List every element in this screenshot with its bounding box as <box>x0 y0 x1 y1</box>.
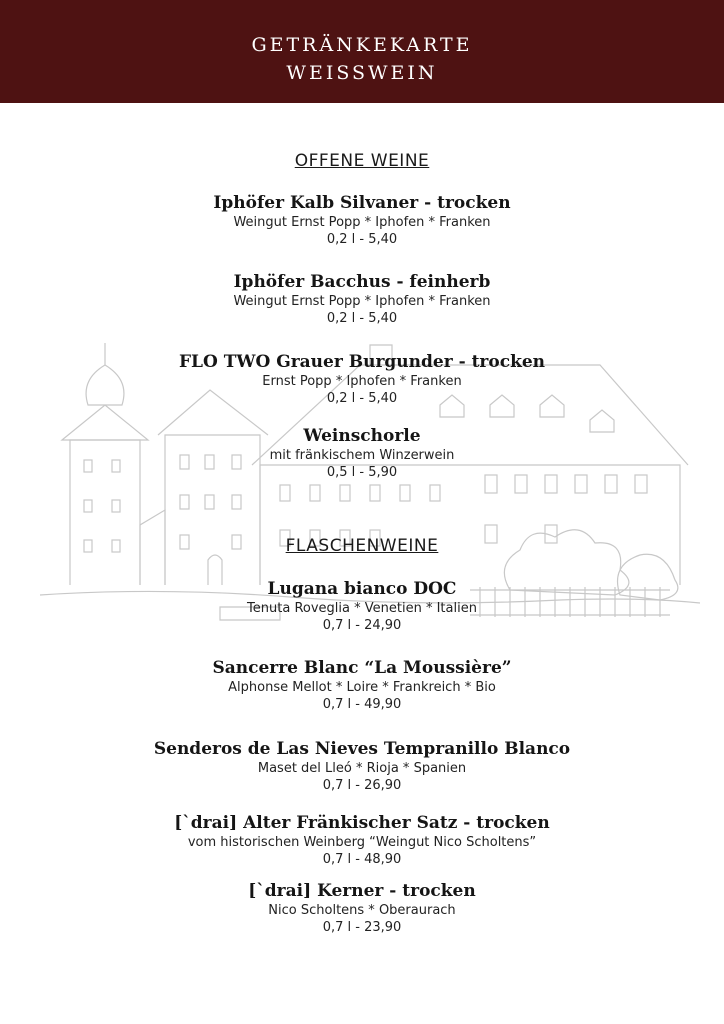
section-title-offene-weine: OFFENE WEINE <box>294 151 430 171</box>
wine-price: 0,7 l - 26,90 <box>322 778 402 793</box>
wine-price: 0,2 l - 5,40 <box>326 391 398 406</box>
wine-price: 0,7 l - 48,90 <box>322 852 402 867</box>
wine-price: 0,5 l - 5,90 <box>326 465 398 480</box>
wine-description: Weingut Ernst Popp * Iphofen * Franken <box>233 215 491 230</box>
menu-subtitle: WEISSWEIN <box>286 62 438 84</box>
list-item <box>0 812 724 868</box>
wine-description: Nico Scholtens * Oberaurach <box>268 903 456 918</box>
list-item <box>0 880 724 936</box>
wine-description: mit fränkischem Winzerwein <box>269 448 455 463</box>
wine-description: Maset del Lleó * Rioja * Spanien <box>257 761 467 776</box>
wine-name: Lugana bianco DOC <box>267 579 457 599</box>
list-item <box>0 657 724 713</box>
list-item <box>0 271 724 327</box>
wine-description: Weingut Ernst Popp * Iphofen * Franken <box>233 294 491 309</box>
wine-name: Sancerre Blanc “La Moussière” <box>212 658 512 678</box>
wine-name: [`drai] Alter Fränkischer Satz - trocken <box>174 813 550 833</box>
wine-description: Tenuta Roveglia * Venetien * Italien <box>247 601 477 616</box>
wine-price: 0,7 l - 24,90 <box>322 618 402 633</box>
menu-title: GETRÄNKEKARTE <box>251 34 473 56</box>
wine-name: Weinschorle <box>303 426 421 446</box>
list-item <box>0 738 724 794</box>
list-item <box>0 425 724 481</box>
wine-price: 0,7 l - 49,90 <box>322 697 402 712</box>
list-item <box>0 351 724 407</box>
wine-price: 0,7 l - 23,90 <box>322 920 402 935</box>
wine-name: Senderos de Las Nieves Tempranillo Blanco <box>153 739 571 759</box>
wine-name: [`drai] Kerner - trocken <box>248 881 476 901</box>
list-item <box>0 192 724 248</box>
section-title-flaschenweine: FLASCHENWEINE <box>285 536 439 556</box>
wine-name: FLO TWO Grauer Burgunder - trocken <box>178 352 546 372</box>
wine-price: 0,2 l - 5,40 <box>326 232 398 247</box>
wine-name: Iphöfer Kalb Silvaner - trocken <box>213 193 511 213</box>
wine-price: 0,2 l - 5,40 <box>326 311 398 326</box>
wine-description: Ernst Popp * Iphofen * Franken <box>262 374 462 389</box>
header-banner <box>0 0 724 103</box>
wine-description: vom historischen Weinberg “Weingut Nico Scholtens” <box>187 835 537 850</box>
list-item <box>0 578 724 634</box>
wine-name: Iphöfer Bacchus - feinherb <box>233 272 491 292</box>
wine-description: Alphonse Mellot * Loire * Frankreich * Bio <box>228 680 496 695</box>
